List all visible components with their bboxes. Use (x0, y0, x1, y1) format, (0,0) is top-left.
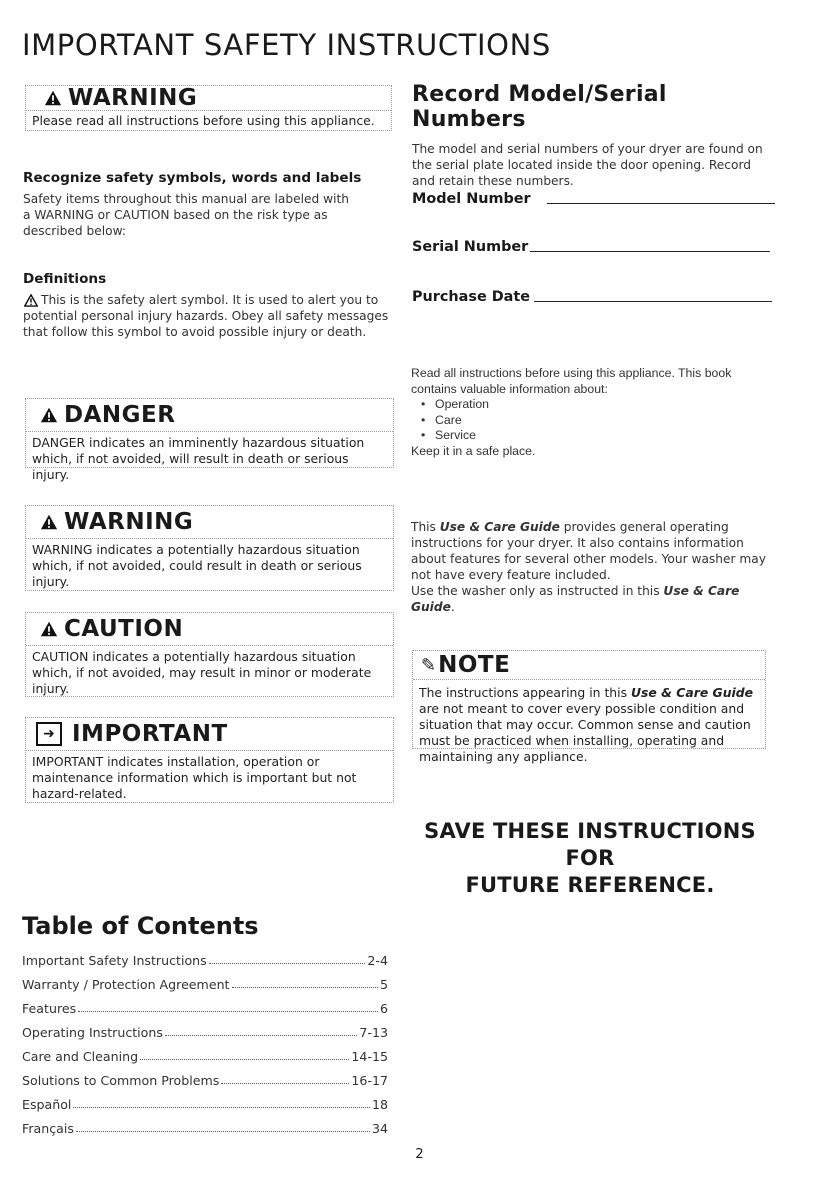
caution-label: CAUTION (64, 616, 184, 642)
record-title: Record Model/Serial Numbers (412, 82, 667, 132)
important-text: IMPORTANT indicates installation, operation or maintenance information which is important but not hazard-related. (32, 754, 357, 801)
toc-entry-page: 6 (379, 1001, 388, 1016)
read-all-intro: Read all instructions before using this appliance. This book contains valuable information about: (411, 366, 732, 396)
purchase-date-field[interactable] (412, 289, 772, 305)
toc-entry-label: Important Safety Instructions (22, 953, 207, 968)
guide-text: . (450, 600, 455, 614)
guide-name: Use & Care Guide (411, 584, 740, 614)
read-all-list (411, 397, 756, 444)
toc-entry-label: Solutions to Common Problems (22, 1073, 220, 1088)
toc-entry[interactable] (22, 1097, 388, 1112)
definitions-heading: Definitions (23, 271, 107, 287)
toc-entry-label: Operating Instructions (22, 1025, 163, 1040)
purchase-date-label: Purchase Date (412, 289, 531, 305)
toc-entry[interactable] (22, 1049, 388, 1064)
save-line-1: SAVE THESE INSTRUCTIONS FOR (424, 819, 756, 870)
read-all-section (411, 366, 756, 459)
toc-entry[interactable] (22, 1001, 388, 1016)
warning-text: Please read all instructions before using this appliance. (32, 113, 375, 128)
danger-box (25, 398, 394, 482)
recognize-heading: Recognize safety symbols, words and labels (23, 170, 362, 186)
definitions-text: This is the safety alert symbol. It is used to alert you to potential personal injury hazards. Obey all safety messages that follow this symbol to avoid possible injury or death. (23, 293, 389, 339)
toc-entry-page: 14-15 (351, 1049, 388, 1064)
toc-entry-page: 7-13 (359, 1025, 388, 1040)
caution-text: CAUTION indicates a potentially hazardous situation which, if not avoided, may result in minor or moderate injury. (32, 649, 372, 696)
serial-number-field[interactable] (412, 239, 770, 255)
toc-entry-label: Français (22, 1121, 74, 1136)
toc-entry-page: 2-4 (367, 953, 388, 968)
toc-entry[interactable] (22, 977, 388, 992)
guide-name: Use & Care Guide (439, 520, 560, 534)
serial-number-line[interactable] (530, 250, 770, 252)
caution-triangle-icon (40, 620, 58, 638)
model-number-field[interactable] (412, 191, 775, 207)
toc-entry-page: 34 (371, 1121, 388, 1136)
guide-name: Use & Care Guide (631, 685, 754, 700)
toc-entry-label: Español (22, 1097, 72, 1112)
model-number-label: Model Number (412, 191, 531, 207)
warning-triangle-icon (40, 513, 58, 531)
record-text: The model and serial numbers of your dryer are found on the serial plate located inside the door opening. Record and retain these numbers. (412, 142, 763, 188)
toc-entry-page: 16-17 (351, 1073, 388, 1088)
danger-label: DANGER (64, 402, 176, 428)
danger-text: DANGER indicates an imminently hazardous situation which, if not avoided, will result in death or serious injury. (32, 435, 365, 482)
toc-entry-page: 18 (371, 1097, 388, 1112)
safety-alert-icon (24, 294, 38, 307)
toc-entry-label: Features (22, 1001, 77, 1016)
toc-entry[interactable] (22, 1073, 388, 1088)
purchase-date-line[interactable] (534, 300, 772, 302)
save-instructions-banner (400, 818, 780, 899)
save-line-2: FUTURE REFERENCE. (465, 873, 715, 897)
toc-title: Table of Contents (22, 912, 259, 940)
recognize-text: Safety items throughout this manual are labeled with a WARNING or CAUTION based on the risk type as described below: (23, 192, 349, 238)
note-text-part: are not meant to cover every possible condition and situation that may occur. Common sense and caution must be practiced when installing, operating and maintaining any appliance. (419, 701, 751, 764)
toc-entry-label: Care and Cleaning (22, 1049, 139, 1064)
important-box (25, 717, 394, 803)
note-pencil-icon: ✎ (421, 654, 437, 676)
warning-definition-text: WARNING indicates a potentially hazardous situation which, if not avoided, could result in death or serious injury. (32, 542, 362, 589)
caution-box (25, 612, 394, 697)
toc-entry-label: Warranty / Protection Agreement (22, 977, 230, 992)
toc-entry[interactable] (22, 1121, 388, 1136)
note-box (412, 650, 766, 764)
note-text (413, 680, 765, 769)
guide-paragraph (411, 519, 771, 615)
guide-text: provides general operating instructions for your dryer. It also contains information about features for several other models. Your washer may not have every feature included. (411, 520, 766, 582)
page-title: IMPORTANT SAFETY INSTRUCTIONS (22, 28, 551, 62)
guide-text: Use the washer only as instructed in this (411, 584, 664, 598)
warning-box (25, 85, 392, 131)
guide-text: This (411, 520, 440, 534)
list-item: • Operation (417, 397, 756, 413)
danger-triangle-icon (40, 406, 58, 424)
warning-triangle-icon (44, 89, 62, 107)
serial-number-label: Serial Number (412, 239, 529, 255)
toc-entry-page: 5 (379, 977, 388, 992)
model-number-line[interactable] (547, 202, 775, 204)
important-label: IMPORTANT (72, 721, 228, 747)
list-item: • Care (417, 413, 756, 429)
warning-definition-box (25, 505, 394, 591)
warning-label: WARNING (68, 85, 198, 111)
note-label: NOTE (438, 652, 511, 678)
warning-definition-label: WARNING (64, 509, 194, 535)
list-item: • Service (417, 428, 756, 444)
note-text-part: The instructions appearing in this (419, 685, 631, 700)
toc-entry[interactable] (22, 1025, 388, 1040)
read-all-outro: Keep it in a safe place. (411, 443, 536, 458)
page-number: 2 (415, 1147, 424, 1162)
toc-entry[interactable] (22, 953, 388, 968)
arrow-right-icon: ➜ (36, 722, 62, 746)
